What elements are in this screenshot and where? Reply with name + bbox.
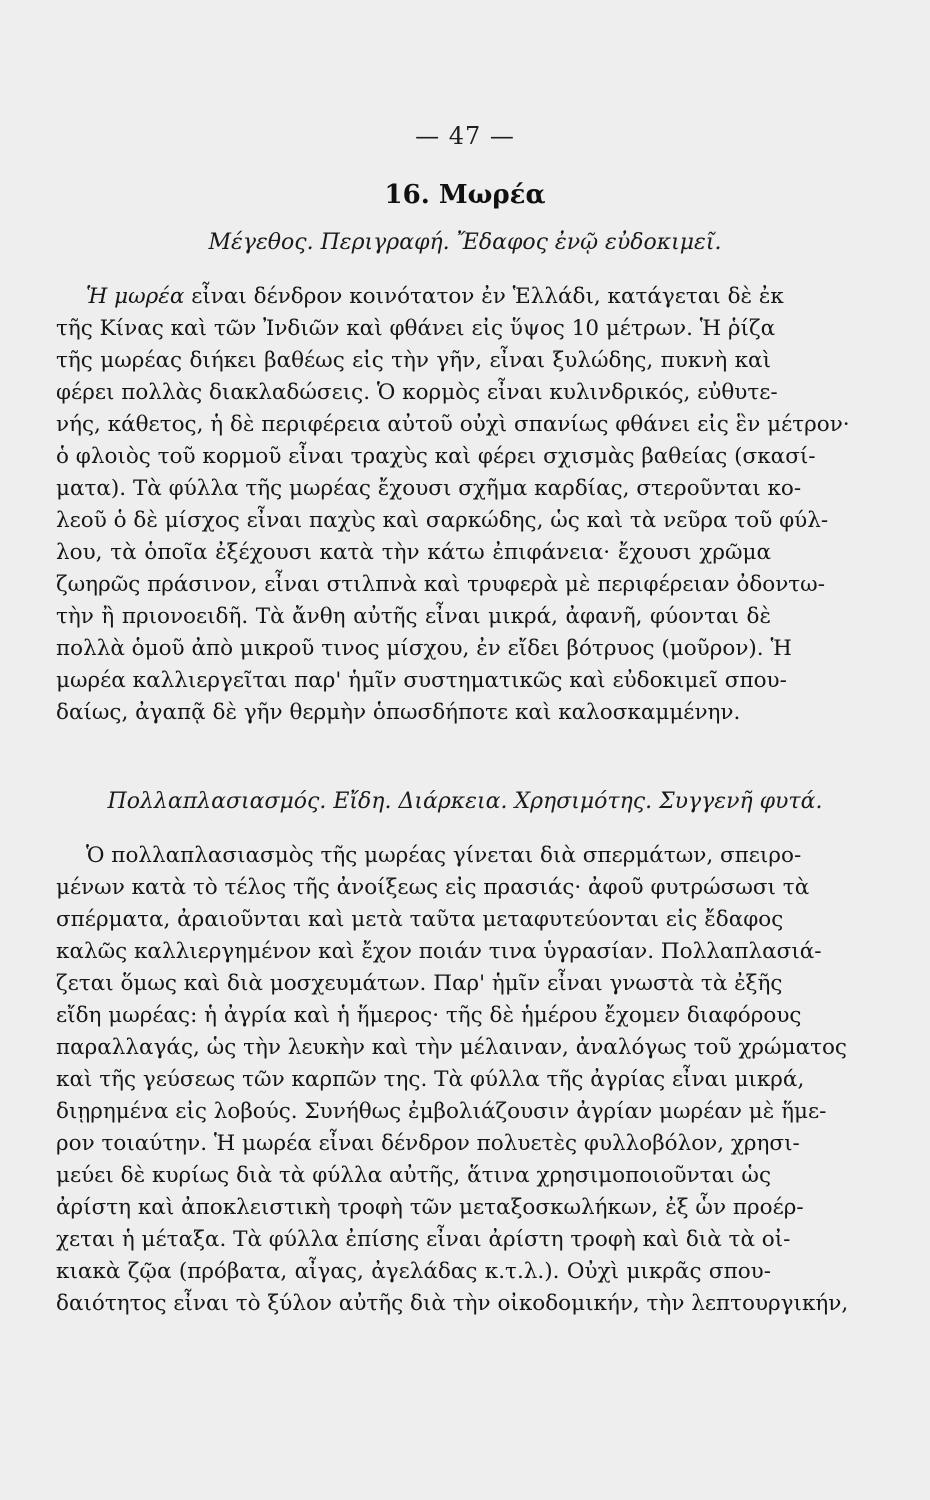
paragraph-line: λου, τὰ ὁποῖα ἐξέχουσι κατὰ τὴν κάτω ἐπιφάνεια· ἔχουσι χρῶμα <box>56 540 771 565</box>
paragraph-line: μωρέα καλλιεργεῖται παρ' ἡμῖν συστηματικῶς καὶ εὐδοκιμεῖ σπου- <box>56 668 787 693</box>
paragraph-line: δαίως, ἀγαπᾷ δὲ γῆν θερμὴν ὁπωσδήποτε καὶ καλοσκαμμένην. <box>56 700 741 725</box>
paragraph-line: ματα). Τὰ φύλλα τῆς μωρέας ἔχουσι σχῆμα καρδίας, στεροῦνται κο- <box>56 476 802 501</box>
paragraph-line: διῃρημένα εἰς λοβούς. Συνήθως ἐμβολιάζουσιν ἀγρίαν μωρέαν μὲ ἥμε- <box>56 1099 827 1124</box>
paragraph-line: μένων κατὰ τὸ τέλος τῆς ἀνοίξεως εἰς πρασιάς· ἀφοῦ φυτρώσωσι τὰ <box>56 875 810 900</box>
paragraph-line: ζεται ὅμως καὶ διὰ μοσχευμάτων. Παρ' ἡμῖν εἶναι γνωστὰ τὰ ἐξῆς <box>56 971 783 996</box>
paragraph-line: μεύει δὲ κυρίως διὰ τὰ φύλλα αὐτῆς, ἅτινα χρησιμοποιοῦνται ὡς <box>56 1163 771 1188</box>
paragraph-line: ὁ φλοιὸς τοῦ κορμοῦ εἶναι τραχὺς καὶ φέρει σχισμὰς βαθείας (σκασί- <box>56 444 816 469</box>
paragraph-line: καλῶς καλλιεργημένον καὶ ἔχον ποιάν τινα ὑγρασίαν. Πολλαπλασιά- <box>56 939 822 964</box>
paragraph-line: χεται ἡ μέταξα. Τὰ φύλλα ἐπίσης εἶναι ἀρίστη τροφὴ καὶ διὰ τὰ οἰ- <box>56 1227 791 1252</box>
paragraph-line: νής, κάθετος, ἡ δὲ περιφέρεια αὐτοῦ οὐχὶ σπανίως φθάνει εἰς ἓν μέτρον· <box>56 412 850 437</box>
paragraph-line: ρον τοιαύτην. Ἡ μωρέα εἶναι δένδρον πολυετὲς φυλλοβόλον, χρησι- <box>56 1131 800 1156</box>
paragraph-line: παραλλαγάς, ὡς τὴν λευκὴν καὶ τὴν μέλαιναν, ἀναλόγως τοῦ χρώματος <box>56 1035 847 1060</box>
paragraph-line: εἴδη μωρέας: ἡ ἀγρία καὶ ἡ ἥμερος· τῆς δὲ ἡμέρου ἔχομεν διαφόρους <box>56 1003 802 1028</box>
paragraph-line: λεοῦ ὁ δὲ μίσχος εἶναι παχὺς καὶ σαρκώδης, ὡς καὶ τὰ νεῦρα τοῦ φύλ- <box>56 508 829 533</box>
paragraph-line: τὴν ἢ πριονοειδῆ. Τὰ ἄνθη αὐτῆς εἶναι μικρά, ἀφανῆ, φύονται δὲ <box>56 604 771 629</box>
paragraph-line: τῆς μωρέας διήκει βαθέως εἰς τὴν γῆν, εἶναι ξυλώδης, πυκνὴ καὶ <box>56 348 771 373</box>
paragraph-line <box>86 282 784 312</box>
paragraph-line: τῆς Κίνας καὶ τῶν Ἰνδιῶν καὶ φθάνει εἰς ὕψος 10 μέτρων. Ἡ ῥίζα <box>56 316 776 341</box>
paragraph-line: πολλὰ ὁμοῦ ἀπὸ μικροῦ τινος μίσχου, ἐν εἴδει βότρυος (μοῦρον). Ἡ <box>56 636 792 661</box>
paragraph-line: ζωηρῶς πράσινον, εἶναι στιλπνὰ καὶ τρυφερὰ μὲ περιφέρειαν ὀδοντω- <box>56 572 825 597</box>
paragraph-line: Ὁ πολλαπλασιασμὸς τῆς μωρέας γίνεται διὰ σπερμάτων, σπειρο- <box>86 843 802 868</box>
section-subtitle-propagation: Πολλαπλασιασμός. Εἴδη. Διάρκεια. Χρησιμότης. Συγγενῆ φυτά. <box>107 789 823 814</box>
paragraph-line: καὶ τῆς γεύσεως τῶν καρπῶν της. Τὰ φύλλα τῆς ἀγρίας εἶναι μικρά, <box>56 1067 805 1092</box>
page-number: — 47 — <box>415 122 515 150</box>
chapter-title: 16. Μωρέα <box>384 180 546 210</box>
paragraph-lead: Ἡ μωρέα <box>86 284 185 309</box>
paragraph-line: ἀρίστη καὶ ἀποκλειστικὴ τροφὴ τῶν μεταξοσκωλήκων, ἐξ ὧν προέρ- <box>56 1195 804 1220</box>
paragraph-line: σπέρματα, ἀραιοῦνται καὶ μετὰ ταῦτα μεταφυτεύονται εἰς ἔδαφος <box>56 907 784 932</box>
paragraph-line-text: εἶναι δένδρον κοινότατον ἐν Ἑλλάδι, κατάγεται δὲ ἐκ <box>184 284 784 309</box>
section-subtitle-description: Μέγεθος. Περιγραφή. Ἔδαφος ἐνῷ εὐδοκιμεῖ. <box>208 230 722 255</box>
paragraph-line: κιακὰ ζῷα (πρόβατα, αἶγας, ἀγελάδας κ.τ.λ.). Οὐχὶ μικρᾶς σπου- <box>56 1259 771 1284</box>
paragraph-line: δαιότητος εἶναι τὸ ξύλον αὐτῆς διὰ τὴν οἰκοδομικήν, τὴν λεπτουργικήν, <box>56 1291 849 1316</box>
paragraph-line: φέρει πολλὰς διακλαδώσεις. Ὁ κορμὸς εἶναι κυλινδρικός, εὐθυτε- <box>56 380 778 405</box>
